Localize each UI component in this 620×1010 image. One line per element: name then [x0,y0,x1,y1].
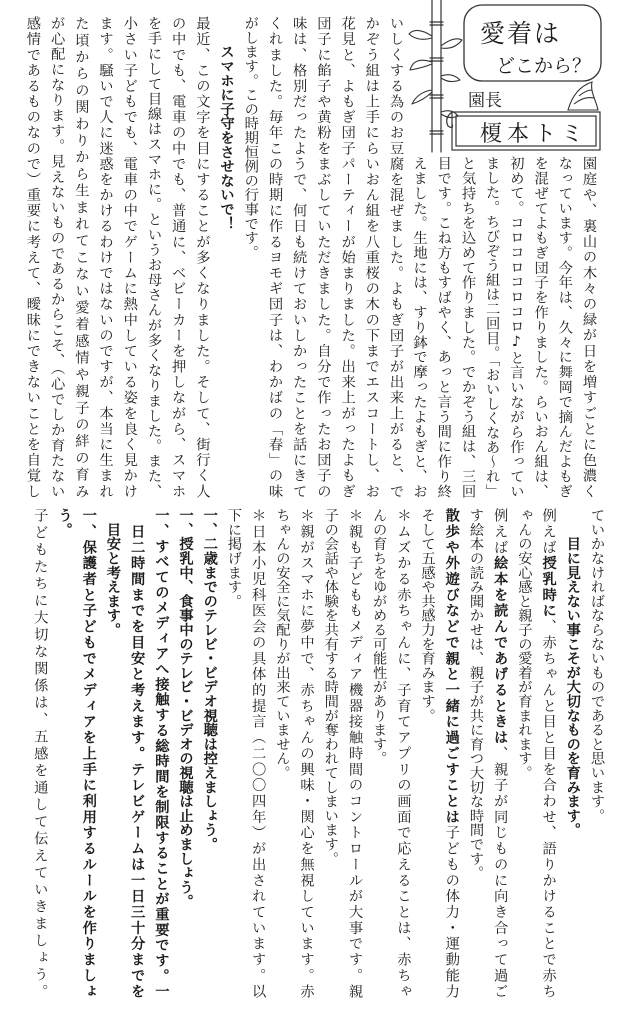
emphasis-text: 授乳時に [540,555,557,620]
body-text: くれました。毎年この時期に作るヨモギ団子は、わかばの「春」の味 [266,16,283,498]
text-column [488,508,512,998]
text-column [166,16,190,498]
body-text: 、赤ちゃんと目と目を合わせ、語りかけることで赤ち [540,619,557,998]
body-text: ちゃんの安全に気配りが出来ていません。 [274,508,291,780]
emphasis-text: 目安と考えます。 [104,508,121,637]
emphasis-text: 一、保護者と子どもでメディアを上手に利用するルールを作りましょ [80,508,97,998]
text-column [335,16,359,498]
text-column [343,508,367,998]
body-text: 味は、格別だったようで、何日も続けておいしかったことを話にきて [291,16,308,498]
text-column [45,16,69,498]
body-text: ＊ムズかる赤ちゃんに、子育てアプリの画面で応えることは、赤ちゃ [395,508,412,998]
text-column [384,16,408,498]
body-text: 感情であるものなので）重要に考えて、曖昧にできないことを自覚し [24,16,41,498]
article-block-upper-right [407,156,601,498]
text-column [125,508,149,998]
text-column [311,16,335,498]
emphasis-text: 一、授乳中、食事中のテレビ・ビデオの視聴は止めましょう。 [177,508,194,909]
bamboo-shoot-illustration [568,82,598,110]
body-text: を手にして目線はスマホに。というお母さんが多くなりました。また、 [145,16,162,498]
body-text: ゃんの安心感と親子の愛着が育まれます。 [516,508,533,780]
text-column [480,156,504,498]
emphasis-text: 目に見えない事こそが大切なものを育みます。 [564,508,581,837]
text-column [367,508,391,998]
text-column [432,156,456,498]
text-column [270,508,294,998]
emphasis-text: う。 [56,508,73,537]
text-column [101,508,125,998]
text-column [222,508,246,998]
text-column [391,508,415,998]
text-column [93,16,117,498]
body-text: 小さい子どもでも、電車の中でゲームに熱中している姿を良く見かけ [121,16,138,498]
body-text: 子の会話や体験を共有する時間が奪われてしまいます。 [322,508,339,866]
text-column [512,508,536,998]
text-column [415,508,439,998]
emphasis-text: スマホに子守をさせないで！ [218,16,235,231]
emphasis-text: 一、すべてのメディアへ接触する総時間を制限することが重要です。一 [153,508,170,998]
text-column [407,156,431,498]
body-text: 目です。こね方もすばやく、あっと言う間に作り終 [435,156,452,498]
text-column [69,16,93,498]
body-text: 下に掲げます。 [225,508,242,609]
text-column [173,508,197,998]
body-text: 、親子が同じものに向き合って過ご [492,745,509,998]
body-text: 例えば [540,508,557,556]
body-text: 団子に餡子や黄粉をまぶしていただきました。自分で作ったお団子の [315,16,332,498]
text-column [198,508,222,998]
article-block-lower [27,508,609,998]
text-column [561,508,585,998]
body-text: ＊親も子どももメディア機器接触時間のコントロールが大事です。親 [346,508,363,998]
body-text: ＊親がスマホに夢中で、赤ちゃんの興味・関心を無視しています。赤 [298,508,315,998]
text-column [319,508,343,998]
body-text: の中でも、電車の中でも、普通に、ベビーカーを押しながら、スマホ [170,16,187,498]
text-column [52,508,76,998]
text-column [287,16,311,498]
text-column [77,508,101,998]
text-column [585,508,609,998]
emphasis-text: 散歩や外遊びなどで親と一緒に過ごすことは [443,508,460,826]
text-column [239,16,263,498]
body-text: と気持ちを込めて作りました。でかぞう組は、三回 [459,156,476,498]
text-column [142,16,166,498]
emphasis-text: 絵本を読んであげるときは [492,555,509,746]
body-text: が心配になります。見えないものであるからこそ、（心でしか育たない [49,16,66,498]
body-text: そして五感や共感力を育みます。 [419,508,436,723]
text-column [577,156,601,498]
text-column [190,16,214,498]
text-column [440,508,464,998]
body-text: を混ぜてよもぎ団子を作りました。らいおん組は、 [532,156,549,498]
article-block-upper-left [20,16,408,498]
title-main: 愛着は [480,19,562,48]
body-text: す絵本の読み聞かせは、親子が共に育つ大切な時間です。 [467,508,484,880]
text-column [536,508,560,998]
text-column [456,156,480,498]
body-text: 最近、この文字を目にすることが多くなりました。そして、街行く人 [194,16,211,498]
text-column [246,508,270,998]
text-column [528,156,552,498]
body-text: いしくする為のお豆腐を混ぜました。よもぎ団子が出来上がると、で [388,16,404,498]
text-column [553,156,577,498]
body-text: ＊日本小児科医会の具体的提言（二〇〇四年）が出されています。以 [250,508,267,998]
author-role: 園長 [468,91,502,111]
text-column [263,16,287,498]
body-text: ました。ちびぞう組は二回目。「おいしくなあ〜れ」 [484,156,501,498]
text-column [149,508,173,998]
text-column [360,16,384,498]
body-text: 園庭や、裏山の木々の緑が日を増すごとに色濃く [581,156,597,498]
body-text: ていかなければならないものであると思います。 [589,508,605,823]
emphasis-text: 一、二歳までのテレビ・ビデオ視聴は控えましょう。 [201,508,218,852]
text-column [28,508,52,998]
text-column [504,156,528,498]
body-text: 子どもたちに大切な関係は、五感を通して伝えていきましょう。 [32,508,49,998]
body-text: 初めて。コロコロコロコロ♪と言いながら作ってい [508,156,525,498]
body-text: がします。この時期恒例の行事です。 [242,16,259,260]
title-illustration [408,0,608,158]
emphasis-text: 日二時間までを目安と考えます。テレビゲームは一日三十分までを [129,508,146,998]
text-column [214,16,238,498]
body-text: ます。騒いで人に迷惑をかけるわけではないのですが、本当に生まれ [97,16,114,498]
body-text: えました。生地には、すり鉢で摩ったよもぎと、お [411,156,428,498]
body-text: かぞう組は上手にらいおん組を八重桜の木の下までエスコートし、お [363,16,380,498]
body-text: んの育ちをゆがめる可能性があります。 [371,508,388,766]
bamboo-leaves-illustration [409,30,462,117]
text-column [464,508,488,998]
text-column [118,16,142,498]
body-text: なっています。今年は、久々に舞岡で摘んだよもぎ [556,156,573,498]
body-text: た頃からの関わりから生まれてこない愛着感情や親子の絆の育み [73,16,90,498]
body-text: 例えば [492,508,509,556]
author-name: 榎本トミ [480,122,589,147]
text-column [21,16,45,498]
text-column [294,508,318,998]
title-sub: どこから？ [496,55,592,77]
body-text: 花見と、よもぎ団子パーティーが始まりました。出来上がったよもぎ [339,16,356,498]
body-text: 子どもの体力・運動能力 [443,825,460,998]
